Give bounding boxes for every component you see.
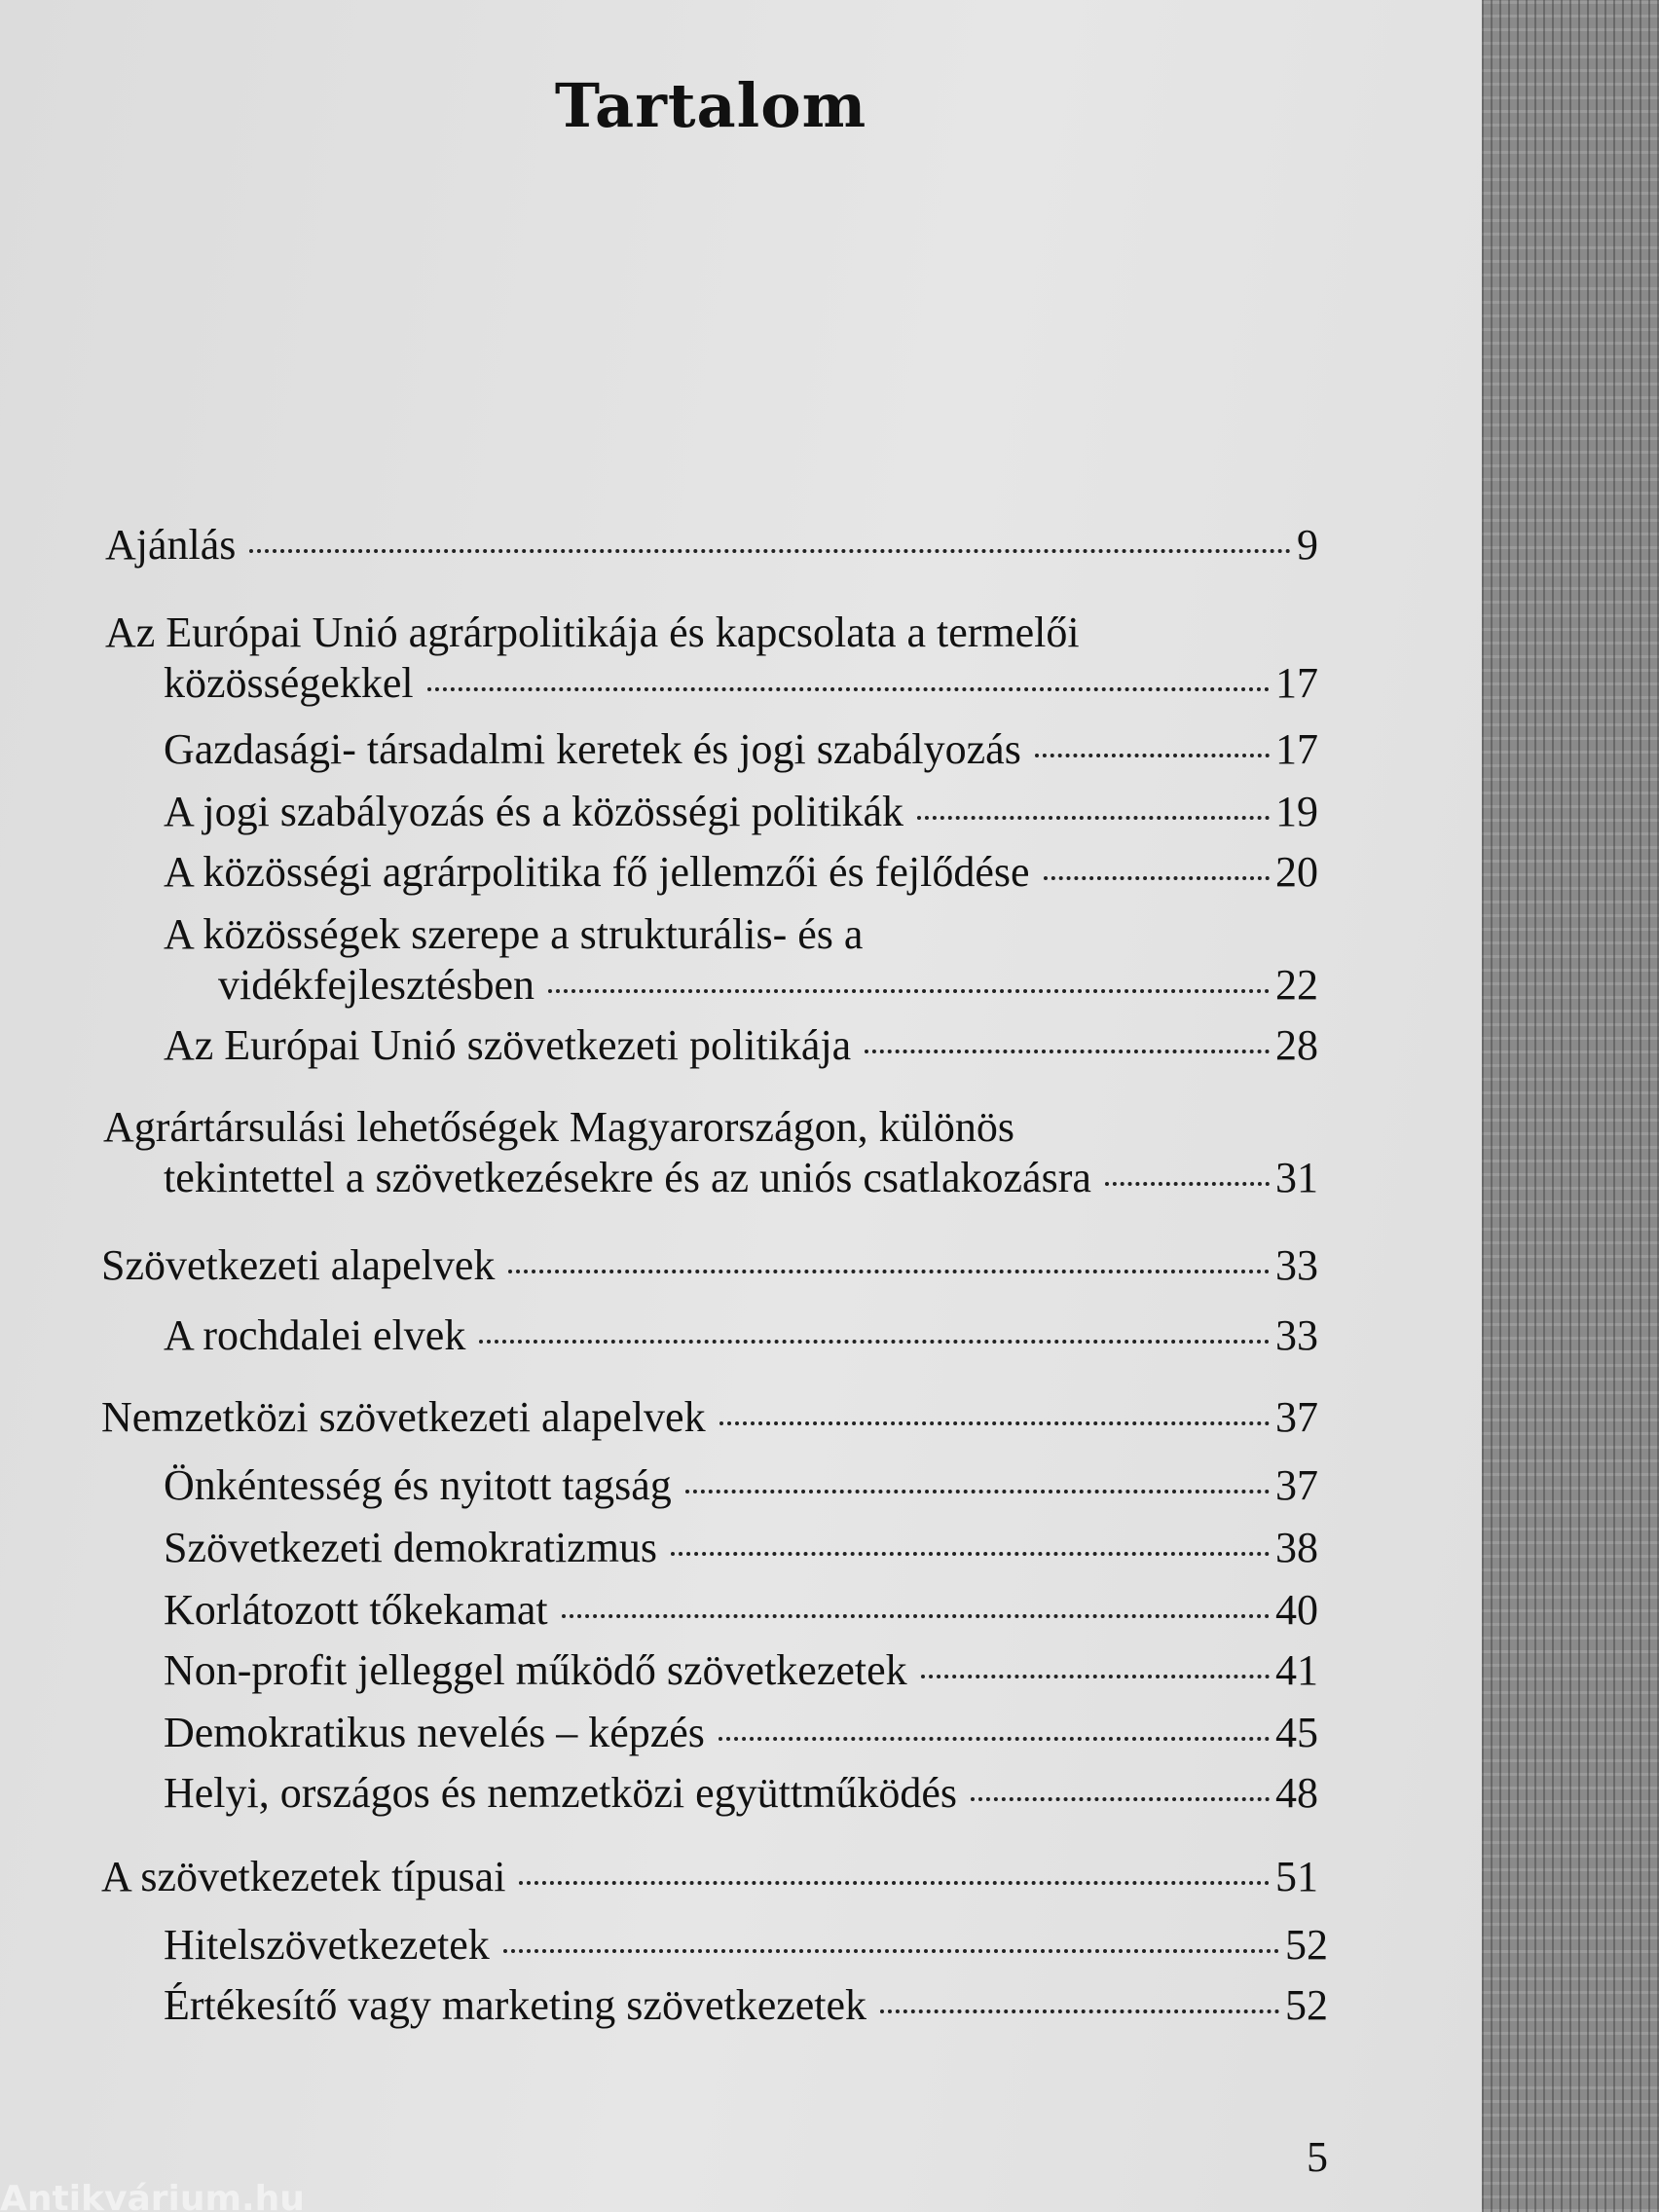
leader-dots: [671, 1552, 1270, 1556]
toc-entry-title: Demokratikus nevelés – képzés: [164, 1709, 705, 1756]
toc-entry-demokratizmus[interactable]: [164, 1521, 1318, 1575]
leader-dots: [1044, 876, 1271, 880]
leader-dots: [685, 1490, 1270, 1493]
toc-entry-page: 33: [1275, 1311, 1318, 1359]
toc-entry-page: 17: [1275, 659, 1318, 707]
toc-entry-kozossegi-agrarpolitika[interactable]: [164, 845, 1318, 900]
toc-entry-eu-agrarpolitika[interactable]: [164, 656, 1318, 711]
toc-entry-page: 45: [1275, 1709, 1318, 1756]
toc-entry-page: 37: [1275, 1461, 1318, 1509]
toc-entry-title: Helyi, országos és nemzetközi együttműködés: [164, 1769, 958, 1817]
toc-entry-page: 52: [1285, 1921, 1328, 1969]
toc-entry-page: 38: [1275, 1524, 1318, 1571]
toc-entry-title: Non-profit jelleggel működő szövetkezetek: [164, 1646, 907, 1694]
leader-dots: [917, 816, 1270, 820]
leader-dots: [427, 687, 1270, 691]
toc-entry-title: A közösségi agrárpolitika fő jellemzői és fejlődése: [164, 848, 1030, 896]
toc-entry-page: 48: [1275, 1769, 1318, 1817]
toc-entry-gazdasagi-keretek[interactable]: [164, 722, 1318, 777]
toc-entry-rochdalei-elvek[interactable]: [164, 1309, 1318, 1363]
toc-entry-title: Önkéntesség és nyitott tagság: [164, 1461, 672, 1509]
toc-entry-page: 28: [1275, 1021, 1318, 1069]
leader-dots: [880, 2009, 1279, 2013]
toc-entry-kozossegek-szerepe[interactable]: [218, 958, 1318, 1013]
toc-entry-title: A jogi szabályozás és a közösségi politikák: [164, 788, 904, 835]
leader-dots: [508, 1270, 1270, 1273]
toc-entry-agrartarsulasi-line1[interactable]: Agrártársulási lehetőségek Magyarországon, különös: [103, 1103, 1014, 1151]
toc-entry-egyuttmukodes[interactable]: [164, 1766, 1318, 1821]
leader-dots: [921, 1675, 1270, 1678]
toc-entry-title: Szövetkezeti demokratizmus: [164, 1524, 658, 1571]
toc-entry-title: A szövetkezetek típusai: [101, 1853, 506, 1900]
toc-entry-page: 17: [1275, 725, 1318, 773]
toc-entry-page: 40: [1275, 1586, 1318, 1634]
toc-entry-title: A rochdalei elvek: [164, 1311, 466, 1359]
toc-entry-agrartarsulasi[interactable]: [164, 1151, 1318, 1205]
toc-entry-tokekamat[interactable]: [164, 1583, 1318, 1638]
toc-entry-kozossegek-szerepe-line1[interactable]: A közösségek szerepe a strukturális- és a: [164, 910, 864, 958]
toc-entry-onkentesseg[interactable]: [164, 1458, 1318, 1513]
toc-entry-title-continued: tekintettel a szövetkezésekre és az uniós csatlakozásra: [164, 1154, 1091, 1201]
toc-entry-title-continued: közösségekkel: [164, 659, 414, 707]
leader-dots: [519, 1881, 1270, 1885]
toc-entry-szovetkezeti-alapelvek[interactable]: [101, 1238, 1318, 1293]
toc-entry-title: Szövetkezeti alapelvek: [101, 1241, 496, 1289]
leader-dots: [1105, 1182, 1270, 1186]
toc-entry-szovetkezetek-tipusai[interactable]: [101, 1850, 1318, 1904]
toc-entry-page: 51: [1275, 1853, 1318, 1900]
toc-entry-page: 37: [1275, 1393, 1318, 1441]
toc-entry-page: 22: [1275, 961, 1318, 1009]
page-title: Tartalom: [554, 70, 867, 141]
toc-entry-eu-agrarpolitika-line1[interactable]: Az Európai Unió agrárpolitikája és kapcsolata a termelői: [105, 608, 1080, 656]
toc-entry-page: 41: [1275, 1646, 1318, 1694]
leader-dots: [548, 989, 1270, 993]
leader-dots: [479, 1340, 1270, 1344]
toc-entry-page: 19: [1275, 788, 1318, 835]
leader-dots: [1035, 754, 1270, 757]
leader-dots: [503, 1949, 1279, 1953]
toc-entry-title: Nemzetközi szövetkezeti alapelvek: [101, 1393, 706, 1441]
toc-entry-title: Gazdasági- társadalmi keretek és jogi szabályozás: [164, 725, 1021, 773]
toc-entry-page: 20: [1275, 848, 1318, 896]
leader-dots: [249, 549, 1291, 553]
toc-entry-page: 31: [1275, 1154, 1318, 1201]
toc-entry-page: 33: [1275, 1241, 1318, 1289]
toc-entry-title-continued: vidékfejlesztésben: [218, 961, 535, 1009]
toc-entry-jogi-szabalyozas[interactable]: [164, 785, 1318, 839]
toc-entry-title: Ajánlás: [105, 521, 237, 569]
page-number: 5: [1307, 2133, 1328, 2181]
leader-dots: [719, 1421, 1270, 1425]
toc-entry-ajanlas[interactable]: [105, 518, 1318, 572]
leader-dots: [562, 1614, 1270, 1618]
toc-entry-title: Értékesítő vagy marketing szövetkezetek: [164, 1981, 867, 2029]
toc-entry-title: Korlátozott tőkekamat: [164, 1586, 548, 1634]
leader-dots: [719, 1737, 1270, 1741]
leader-dots: [865, 1050, 1270, 1053]
toc-entry-demokratikus-neveles[interactable]: [164, 1706, 1318, 1760]
toc-entry-hitelszovetkezetek[interactable]: [164, 1918, 1328, 1972]
toc-entry-nemzetkozi-alapelvek[interactable]: [101, 1390, 1318, 1445]
toc-entry-title: Hitelszövetkezetek: [164, 1921, 490, 1969]
toc-entry-ertekesito[interactable]: [164, 1978, 1328, 2033]
watermark: Antikvárium.hu: [0, 2179, 305, 2212]
toc-entry-page: 52: [1285, 1981, 1328, 2029]
background-surface: [1482, 0, 1659, 2212]
toc-entry-title: Az Európai Unió szövetkezeti politikája: [164, 1021, 852, 1069]
leader-dots: [971, 1797, 1270, 1801]
toc-entry-page: 9: [1297, 521, 1318, 569]
toc-entry-szovetkezeti-politika[interactable]: [164, 1018, 1318, 1073]
toc-entry-non-profit[interactable]: [164, 1643, 1318, 1698]
